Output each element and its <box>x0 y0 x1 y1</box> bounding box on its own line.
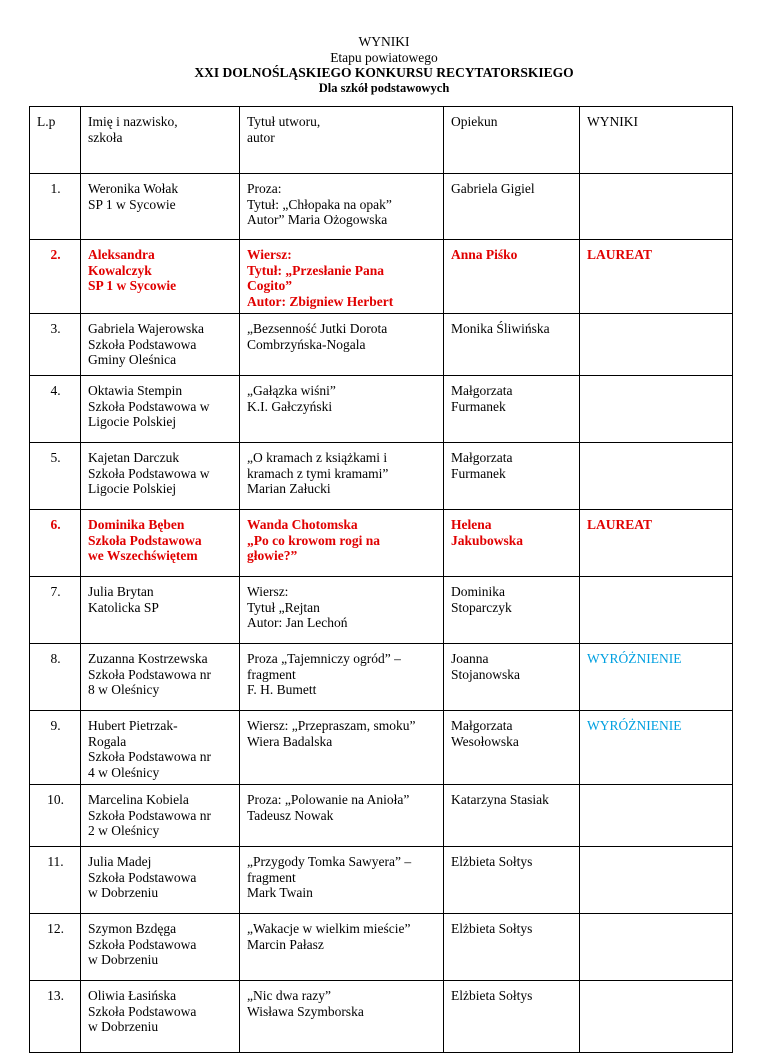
header-contest: XXI DOLNOŚLĄSKIEGO KONKURSU RECYTATORSKIEGO <box>194 65 574 80</box>
cell-name: Aleksandra Kowalczyk SP 1 w Sycowie <box>81 240 240 314</box>
cell-result: WYRÓŻNIENIE <box>580 644 733 711</box>
cell-work: Proza „Tajemniczy ogród” – fragment F. H. Bumett <box>240 644 444 711</box>
cell-tutor: Elżbieta Sołtys <box>444 914 580 981</box>
cell-name: Dominika Bęben Szkoła Podstawowa we Wszechświętem <box>81 510 240 577</box>
cell-lp: 3. <box>30 314 81 376</box>
cell-result <box>580 577 733 644</box>
cell-work: Proza: Tytuł: „Chłopaka na opak” Autor” Maria Ożogowska <box>240 174 444 240</box>
cell-result <box>580 914 733 981</box>
cell-tutor: Gabriela Gigiel <box>444 174 580 240</box>
table-row <box>30 376 733 443</box>
cell-lp: 5. <box>30 443 81 510</box>
cell-work: Wiersz: Tytuł „Rejtan Autor: Jan Lechoń <box>240 577 444 644</box>
cell-work: „Bezsenność Jutki Dorota Combrzyńska-Nogala <box>240 314 444 376</box>
cell-work: „Przygody Tomka Sawyera” – fragment Mark Twain <box>240 847 444 914</box>
table-header-row <box>30 107 733 174</box>
cell-result <box>580 174 733 240</box>
cell-name: Oliwia Łasińska Szkoła Podstawowa w Dobrzeniu <box>81 981 240 1053</box>
cell-tutor: Helena Jakubowska <box>444 510 580 577</box>
cell-tutor: Anna Piśko <box>444 240 580 314</box>
cell-tutor: Dominika Stoparczyk <box>444 577 580 644</box>
cell-work: Wiersz: „Przepraszam, smoku” Wiera Badalska <box>240 711 444 785</box>
cell-lp: 2. <box>30 240 81 314</box>
table-row <box>30 240 733 314</box>
table-row <box>30 914 733 981</box>
cell-result: LAUREAT <box>580 240 733 314</box>
cell-tutor: Małgorzata Furmanek <box>444 376 580 443</box>
cell-work: „Wakacje w wielkim mieście” Marcin Pałasz <box>240 914 444 981</box>
cell-result <box>580 443 733 510</box>
document-header <box>0 34 768 96</box>
cell-name: Zuzanna Kostrzewska Szkoła Podstawowa nr 8 w Oleśnicy <box>81 644 240 711</box>
table-row <box>30 785 733 847</box>
cell-work: „Nic dwa razy” Wisława Szymborska <box>240 981 444 1053</box>
table-row <box>30 174 733 240</box>
cell-tutor: Małgorzata Wesołowska <box>444 711 580 785</box>
cell-tutor: Joanna Stojanowska <box>444 644 580 711</box>
results-table-body <box>30 107 733 1053</box>
cell-result <box>580 376 733 443</box>
cell-result <box>580 981 733 1053</box>
header-cell-name: Imię i nazwisko, szkoła <box>81 107 240 174</box>
header-school-type: Dla szkół podstawowych <box>318 80 450 95</box>
cell-name: Weronika Wołak SP 1 w Sycowie <box>81 174 240 240</box>
cell-name: Julia Madej Szkoła Podstawowa w Dobrzeniu <box>81 847 240 914</box>
cell-result <box>580 785 733 847</box>
cell-name: Julia Brytan Katolicka SP <box>81 577 240 644</box>
cell-lp: 9. <box>30 711 81 785</box>
header-cell-tutor: Opiekun <box>444 107 580 174</box>
cell-result <box>580 314 733 376</box>
cell-name: Marcelina Kobiela Szkoła Podstawowa nr 2 w Oleśnicy <box>81 785 240 847</box>
cell-work: „O kramach z książkami i kramach z tymi kramami” Marian Załucki <box>240 443 444 510</box>
cell-tutor: Elżbieta Sołtys <box>444 847 580 914</box>
table-row <box>30 981 733 1053</box>
cell-lp: 4. <box>30 376 81 443</box>
table-row <box>30 314 733 376</box>
header-cell-result: WYNIKI <box>580 107 733 174</box>
header-title: WYNIKI <box>358 34 410 49</box>
cell-name: Oktawia Stempin Szkoła Podstawowa w Ligocie Polskiej <box>81 376 240 443</box>
cell-tutor: Małgorzata Furmanek <box>444 443 580 510</box>
cell-lp: 11. <box>30 847 81 914</box>
header-cell-work: Tytuł utworu, autor <box>240 107 444 174</box>
header-cell-lp: L.p <box>30 107 81 174</box>
cell-result: LAUREAT <box>580 510 733 577</box>
cell-lp: 12. <box>30 914 81 981</box>
table-row <box>30 711 733 785</box>
cell-work: Wanda Chotomska „Po co krowom rogi na głowie?” <box>240 510 444 577</box>
cell-name: Szymon Bzdęga Szkoła Podstawowa w Dobrzeniu <box>81 914 240 981</box>
cell-result <box>580 847 733 914</box>
table-row <box>30 847 733 914</box>
cell-tutor: Monika Śliwińska <box>444 314 580 376</box>
table-row <box>30 577 733 644</box>
cell-lp: 8. <box>30 644 81 711</box>
cell-lp: 10. <box>30 785 81 847</box>
table-row <box>30 443 733 510</box>
table-row <box>30 510 733 577</box>
cell-tutor: Katarzyna Stasiak <box>444 785 580 847</box>
table-row <box>30 644 733 711</box>
cell-work: Proza: „Polowanie na Anioła” Tadeusz Nowak <box>240 785 444 847</box>
cell-work: Wiersz: Tytuł: „Przesłanie Pana Cogito” Autor: Zbigniew Herbert <box>240 240 444 314</box>
cell-name: Hubert Pietrzak- Rogala Szkoła Podstawowa nr 4 w Oleśnicy <box>81 711 240 785</box>
cell-tutor: Elżbieta Sołtys <box>444 981 580 1053</box>
cell-work: „Gałązka wiśni” K.I. Gałczyński <box>240 376 444 443</box>
cell-lp: 13. <box>30 981 81 1053</box>
header-stage: Etapu powiatowego <box>330 49 438 65</box>
cell-name: Gabriela Wajerowska Szkoła Podstawowa Gminy Oleśnica <box>81 314 240 376</box>
cell-name: Kajetan Darczuk Szkoła Podstawowa w Ligocie Polskiej <box>81 443 240 510</box>
cell-lp: 7. <box>30 577 81 644</box>
cell-lp: 6. <box>30 510 81 577</box>
cell-lp: 1. <box>30 174 81 240</box>
cell-result: WYRÓŻNIENIE <box>580 711 733 785</box>
results-table <box>29 106 733 1053</box>
